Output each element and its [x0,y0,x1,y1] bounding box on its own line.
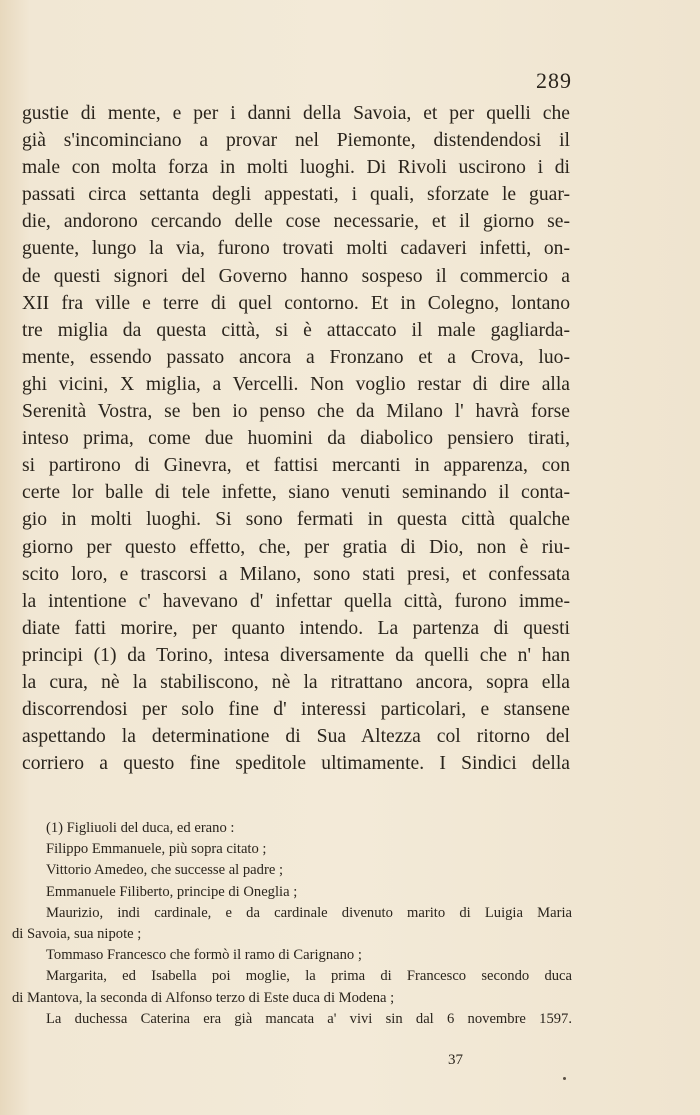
footnote-line: (1) Figliuoli del duca, ed erano : [46,820,235,836]
body-line: già s'incominciano a provar nel Piemonte, distendendosi il [22,130,570,152]
body-line: scito loro, e trascorsi a Milano, sono stati presi, et confessata [22,563,570,585]
body-line: principi (1) da Torino, intesa diversamente da quelli che n' han [22,644,570,666]
footnote-line: Margarita, ed Isabella poi moglie, la prima di Francesco secondo duca [46,968,572,985]
footnote-line: Vittorio Amedeo, che successe al padre ; [46,862,283,879]
body-line: discorrendosi per solo fine d' interessi particolari, e stansene [22,699,570,721]
signature-mark: 37 [448,1052,463,1068]
body-line: aspettando la determinatione di Sua Altezza col ritorno del [22,726,570,748]
body-line: diate fatti morire, per quanto intendo. La partenza di questi [22,617,570,639]
footnotes [12,818,572,1030]
body-line: la intentione c' havevano d' infettar quella città, furono imme- [22,590,570,612]
body-line: de questi signori del Governo hanno sospeso il commercio a [22,265,570,287]
page-number: 289 [536,68,572,93]
body-line: Serenità Vostra, se ben io penso che da Milano l' havrà forse [22,401,570,423]
body-line: certe lor balle di tele infette, siano venuti seminando il conta- [22,482,570,504]
body-line: la cura, nè la stabiliscono, nè la ritrattano ancora, sopra ella [22,671,570,693]
body-line: corriero a questo fine speditole ultimamente. I Sindici della [22,753,570,775]
footnote-line: Maurizio, indi cardinale, e da cardinale divenuto marito di Luigia Maria [46,904,572,921]
body-line: tre miglia da questa città, si è attaccato il male gagliarda- [22,319,570,341]
body-line: si partirono di Ginevra, et fattisi mercanti in apparenza, con [22,455,570,477]
body-line: passati circa settanta degli appestati, i quali, sforzate le guar- [22,184,570,206]
body-line: die, andorono cercando delle cose necessarie, et il giorno se- [22,211,570,233]
footnote-line: Emmanuele Filiberto, principe di Oneglia ; [46,883,298,900]
footnote-line: Tommaso Francesco che formò il ramo di Carignano ; [46,947,362,964]
body-line: ghi vicini, X miglia, a Vercelli. Non voglio restar di dire alla [22,373,570,395]
body-line: inteso prima, come due huomini da diabolico pensiero tirati, [22,428,570,450]
body-line: gustie di mente, e per i danni della Savoia, et per quelli che [22,103,570,124]
body-line: male con molta forza in molti luoghi. Di Rivoli uscirono i di [22,157,570,179]
ink-dot [563,1077,566,1080]
footnote-line: La duchessa Caterina era già mancata a' vivi sin dal 6 novembre 1597. [46,1010,572,1027]
footnote-line: di Savoia, sua nipote ; [12,925,142,942]
main-body-text [22,100,570,777]
body-line: mente, essendo passato ancora a Fronzano et a Crova, luo- [22,346,570,368]
body-line: guente, lungo la via, furono trovati molti cadaveri infetti, on- [22,238,570,260]
body-line: gio in molti luoghi. Si sono fermati in questa città qualche [22,509,570,531]
footnote-line: di Mantova, la seconda di Alfonso terzo di Este duca di Modena ; [12,989,395,1006]
body-line: XII fra ville e terre di quel contorno. Et in Colegno, lontano [22,292,570,314]
body-line: giorno per questo effetto, che, per gratia di Dio, non è riu- [22,536,570,558]
footnote-line: Filippo Emmanuele, più sopra citato ; [46,841,267,858]
